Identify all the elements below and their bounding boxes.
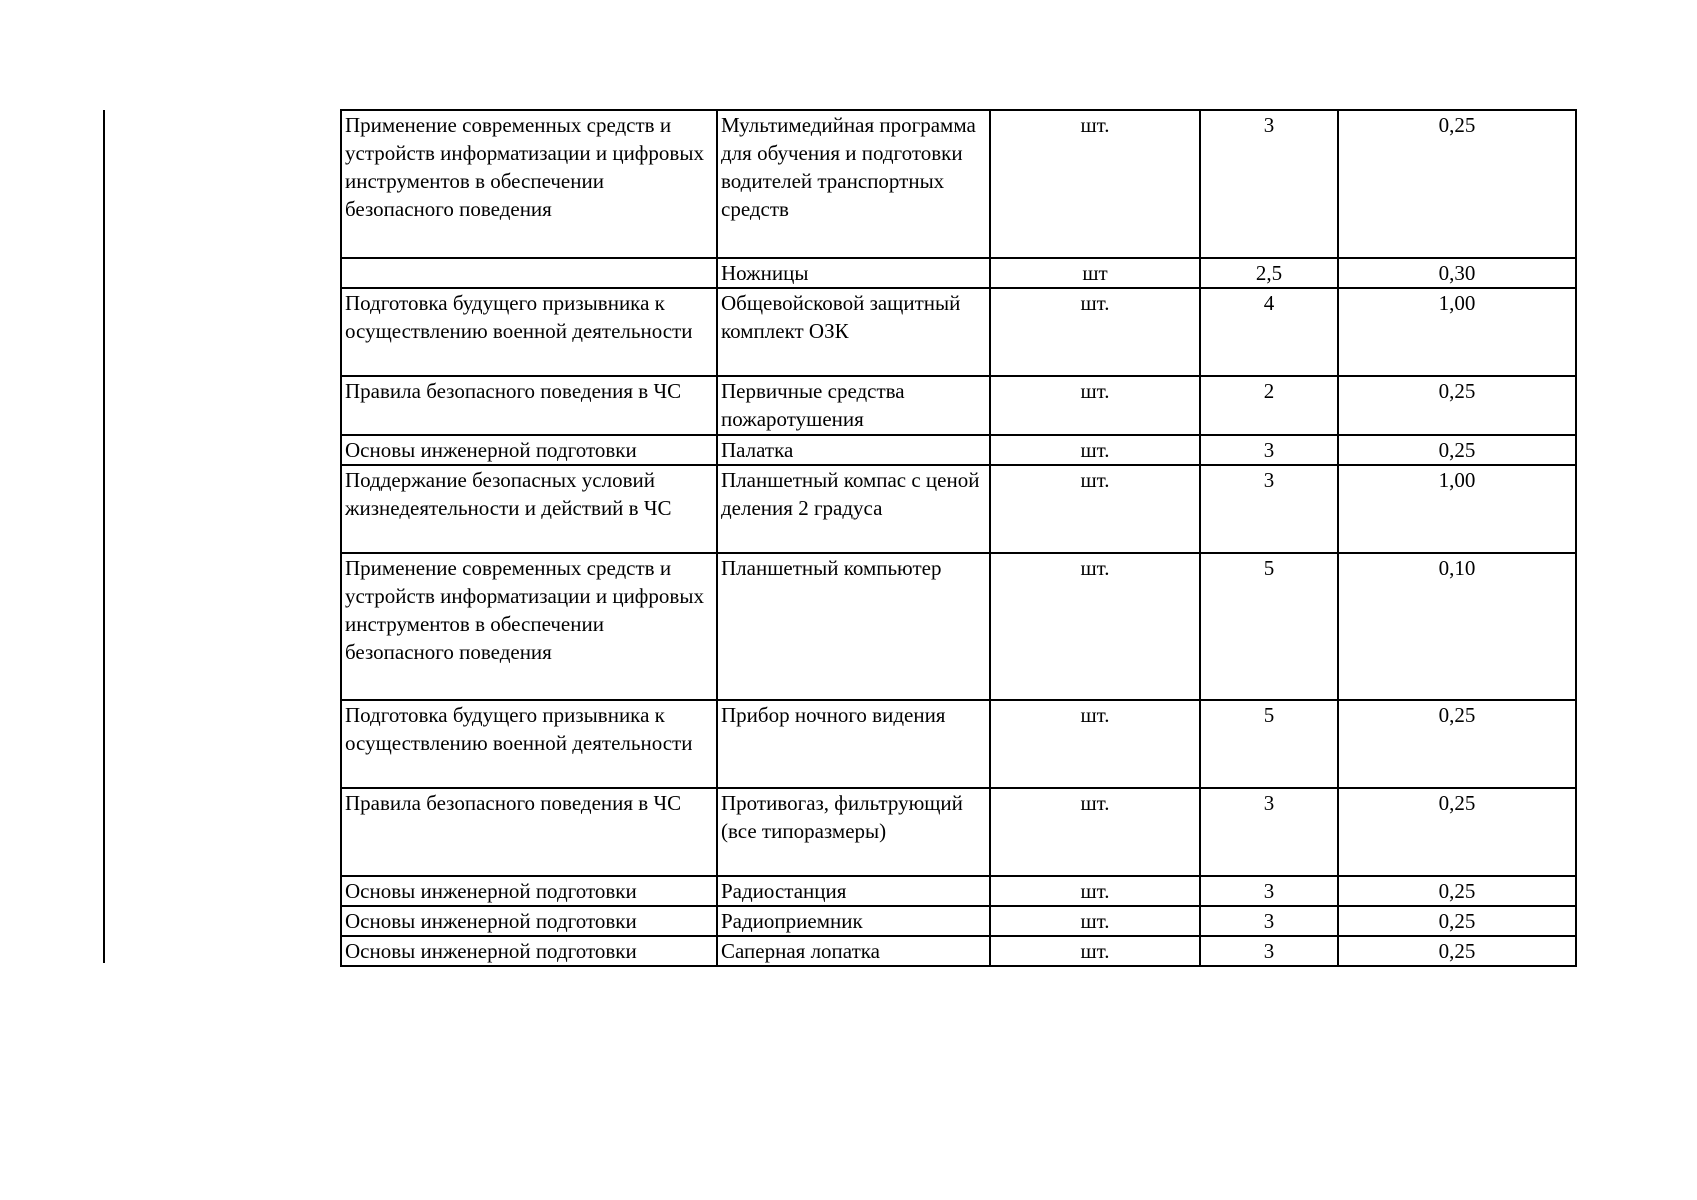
item-cell: Первичные средства пожаротушения [717, 376, 990, 435]
unit-cell: шт. [990, 906, 1200, 936]
table-row [341, 288, 1576, 376]
item-cell: Противогаз, фильтрующий (все типоразмеры) [717, 788, 990, 876]
unit-cell: шт. [990, 376, 1200, 435]
quantity-cell: 3 [1200, 906, 1338, 936]
table-row [341, 788, 1576, 876]
quantity-cell: 2,5 [1200, 258, 1338, 288]
coefficient-cell: 0,25 [1338, 876, 1576, 906]
unit-cell: шт. [990, 553, 1200, 700]
item-cell: Планшетный компьютер [717, 553, 990, 700]
coefficient-cell: 0,25 [1338, 936, 1576, 966]
table-row [341, 376, 1576, 435]
coefficient-cell: 0,10 [1338, 553, 1576, 700]
table-row [341, 876, 1576, 906]
coefficient-cell: 0,25 [1338, 110, 1576, 258]
quantity-cell: 3 [1200, 435, 1338, 465]
item-cell: Мультимедийная программа для обучения и подготовки водителей транспортных средств [717, 110, 990, 258]
unit-cell: шт. [990, 700, 1200, 788]
unit-cell: шт. [990, 288, 1200, 376]
quantity-cell: 3 [1200, 936, 1338, 966]
topic-cell [341, 258, 717, 288]
unit-cell: шт. [990, 788, 1200, 876]
quantity-cell: 2 [1200, 376, 1338, 435]
topic-cell: Основы инженерной подготовки [341, 906, 717, 936]
quantity-cell: 5 [1200, 700, 1338, 788]
table-row [341, 465, 1576, 553]
topic-cell: Правила безопасного поведения в ЧС [341, 376, 717, 435]
topic-cell: Основы инженерной подготовки [341, 936, 717, 966]
topic-cell: Подготовка будущего призывника к осуществлению военной деятельности [341, 700, 717, 788]
unit-cell: шт. [990, 435, 1200, 465]
item-cell: Радиоприемник [717, 906, 990, 936]
coefficient-cell: 0,25 [1338, 435, 1576, 465]
coefficient-cell: 1,00 [1338, 288, 1576, 376]
topic-cell: Подготовка будущего призывника к осуществлению военной деятельности [341, 288, 717, 376]
item-cell: Планшетный компас с ценой деления 2 градуса [717, 465, 990, 553]
unit-cell: шт. [990, 465, 1200, 553]
quantity-cell: 4 [1200, 288, 1338, 376]
topic-cell: Поддержание безопасных условий жизнедеятельности и действий в ЧС [341, 465, 717, 553]
coefficient-cell: 0,25 [1338, 700, 1576, 788]
coefficient-cell: 0,25 [1338, 788, 1576, 876]
topic-cell: Основы инженерной подготовки [341, 435, 717, 465]
table-row [341, 110, 1576, 258]
table-row [341, 936, 1576, 966]
item-cell: Радиостанция [717, 876, 990, 906]
unit-cell: шт. [990, 110, 1200, 258]
equipment-table [340, 109, 1577, 967]
topic-cell: Применение современных средств и устройств информатизации и цифровых инструментов в обеспечении безопасного поведения [341, 110, 717, 258]
table-row [341, 700, 1576, 788]
unit-cell: шт. [990, 876, 1200, 906]
table-row [341, 553, 1576, 700]
item-cell: Прибор ночного видения [717, 700, 990, 788]
quantity-cell: 3 [1200, 876, 1338, 906]
table-row [341, 258, 1576, 288]
item-cell: Палатка [717, 435, 990, 465]
topic-cell: Основы инженерной подготовки [341, 876, 717, 906]
topic-cell: Правила безопасного поведения в ЧС [341, 788, 717, 876]
coefficient-cell: 1,00 [1338, 465, 1576, 553]
unit-cell: шт. [990, 936, 1200, 966]
quantity-cell: 3 [1200, 110, 1338, 258]
topic-cell: Применение современных средств и устройств информатизации и цифровых инструментов в обеспечении безопасного поведения [341, 553, 717, 700]
table-row [341, 435, 1576, 465]
table-row [341, 906, 1576, 936]
coefficient-cell: 0,30 [1338, 258, 1576, 288]
unit-cell: шт [990, 258, 1200, 288]
quantity-cell: 3 [1200, 465, 1338, 553]
coefficient-cell: 0,25 [1338, 376, 1576, 435]
item-cell: Ножницы [717, 258, 990, 288]
quantity-cell: 3 [1200, 788, 1338, 876]
quantity-cell: 5 [1200, 553, 1338, 700]
item-cell: Общевойсковой защитный комплект ОЗК [717, 288, 990, 376]
page-margin-line [103, 110, 105, 963]
item-cell: Саперная лопатка [717, 936, 990, 966]
coefficient-cell: 0,25 [1338, 906, 1576, 936]
